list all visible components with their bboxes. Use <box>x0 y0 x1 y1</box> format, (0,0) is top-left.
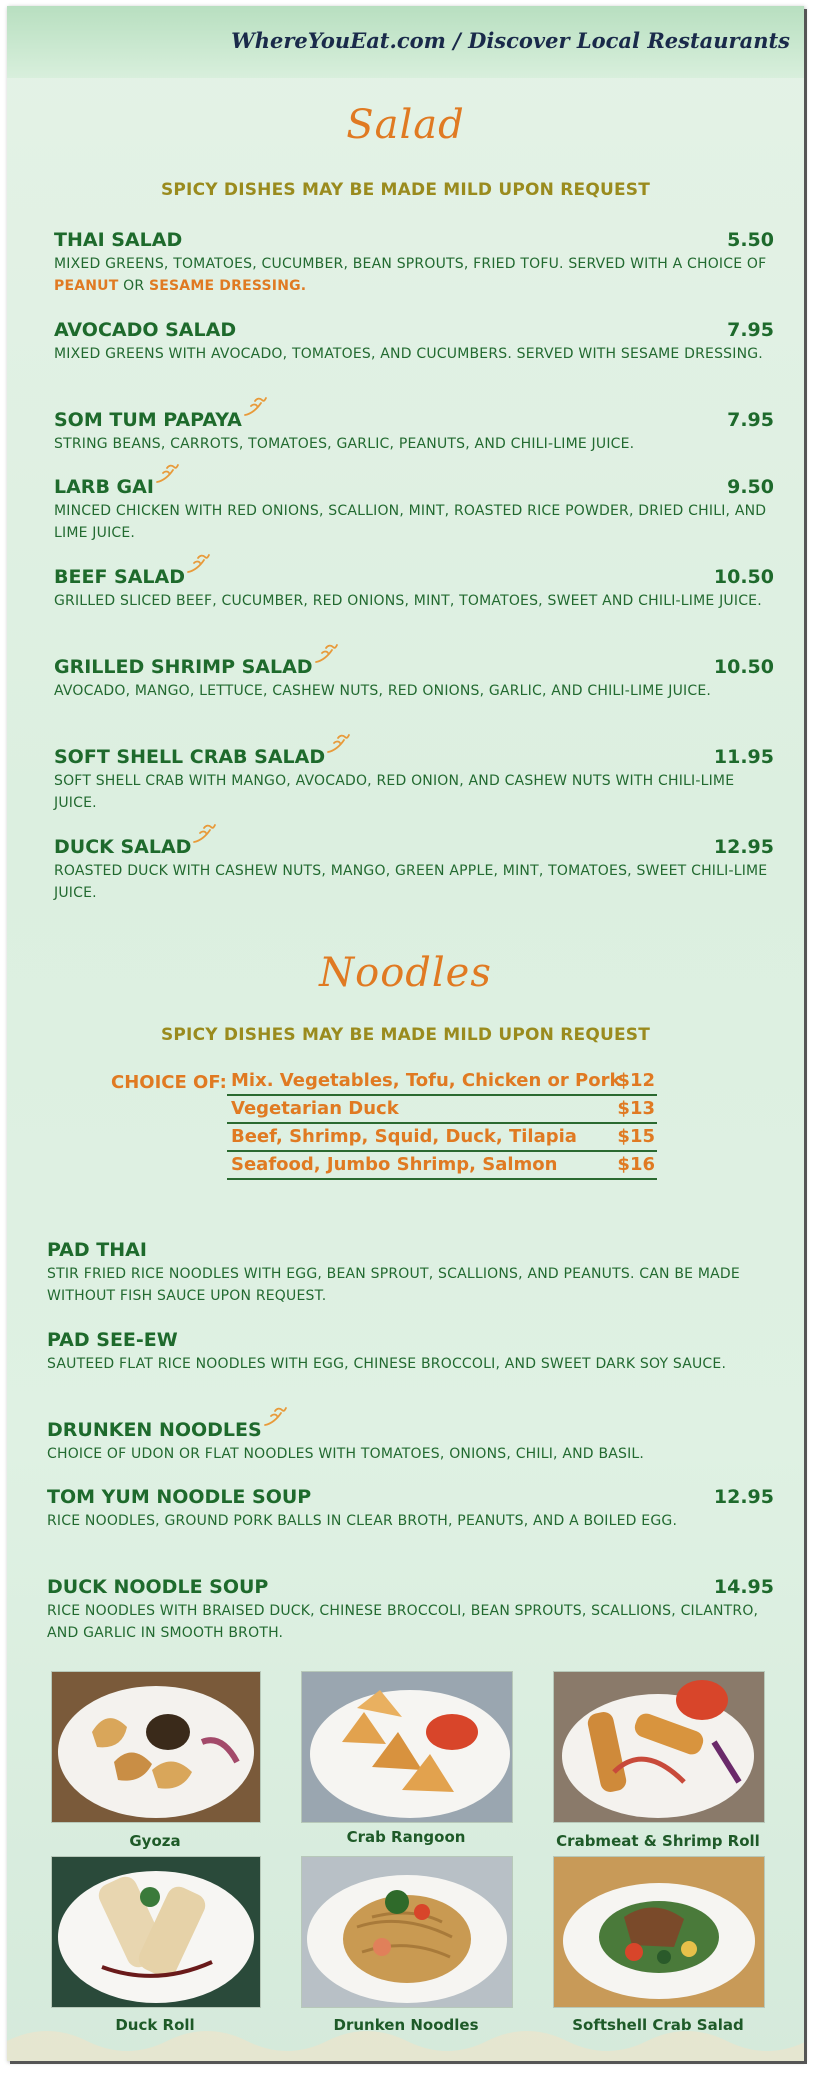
item-price: 10.50 <box>713 656 774 678</box>
noodles-section-title: Noodles <box>319 950 492 996</box>
item-name: DUCK SALAD <box>54 835 191 859</box>
chili-icon <box>154 463 180 485</box>
item-price: 12.95 <box>713 836 774 858</box>
choice-option: Beef, Shrimp, Squid, Duck, Tilapia <box>231 1126 577 1147</box>
chili-icon <box>191 823 217 845</box>
item-description: CHOICE OF UDON OR FLAT NOODLES WITH TOMATOES, ONIONS, CHILI, AND BASIL. <box>47 1446 645 1462</box>
item-price: 12.95 <box>713 1486 774 1508</box>
noodles-spicy-note: SPICY DISHES MAY BE MADE MILD UPON REQUEST <box>160 1025 651 1045</box>
photo-caption: Crab Rangoon <box>346 1828 466 1846</box>
item-description: RICE NOODLES WITH BRAISED DUCK, CHINESE BROCCOLI, BEAN SPROUTS, SCALLIONS, CILANTRO, AND GARLIC IN SMOOTH BROTH. <box>47 1603 759 1641</box>
photo-caption: Drunken Noodles <box>333 2016 479 2034</box>
item-description: STIR FRIED RICE NOODLES WITH EGG, BEAN SPROUT, SCALLIONS, AND PEANUTS. CAN BE MADE WITHOUT FISH SAUCE UPON REQUEST. <box>47 1266 740 1304</box>
item-price: 7.95 <box>727 319 774 341</box>
chili-icon <box>242 396 268 418</box>
menu-item <box>47 1418 774 1465</box>
choice-price: $12 <box>617 1070 655 1091</box>
menu-item <box>54 655 774 702</box>
item-price: 11.95 <box>713 746 774 768</box>
photo-caption: Duck Roll <box>115 2016 195 2034</box>
item-name: LARB GAI <box>54 475 154 499</box>
salad-spicy-note: SPICY DISHES MAY BE MADE MILD UPON REQUEST <box>160 180 651 200</box>
chili-icon <box>185 553 211 575</box>
item-name: SOFT SHELL CRAB SALAD <box>54 745 325 769</box>
chili-icon <box>262 1406 288 1428</box>
photo-caption: Softshell Crab Salad <box>572 2016 744 2034</box>
item-description: SOFT SHELL CRAB WITH MANGO, AVOCADO, RED ONION, AND CASHEW NUTS WITH CHILI-LIME JUICE. <box>54 773 735 811</box>
menu-item <box>54 228 774 297</box>
photo-crabmeat-shrimp-roll <box>553 1671 765 1823</box>
menu-item <box>54 835 774 904</box>
choice-row <box>227 1068 657 1096</box>
choice-price: $16 <box>617 1154 655 1175</box>
item-price: 10.50 <box>713 566 774 588</box>
item-price: 14.95 <box>713 1576 774 1598</box>
menu-page <box>7 6 804 2061</box>
choice-option: Seafood, Jumbo Shrimp, Salmon <box>231 1154 558 1175</box>
item-price: 7.95 <box>727 409 774 431</box>
decorative-wave <box>7 2021 804 2061</box>
chili-icon <box>325 733 351 755</box>
photo-duck-roll <box>51 1856 261 2008</box>
photo-drunken-noodles <box>301 1856 513 2008</box>
item-description: RICE NOODLES, GROUND PORK BALLS IN CLEAR BROTH, PEANUTS, AND A BOILED EGG. <box>47 1513 678 1529</box>
site-header[interactable]: WhereYouEat.com / Discover Local Restaurants <box>231 28 790 53</box>
item-description: AVOCADO, MANGO, LETTUCE, CASHEW NUTS, RED ONIONS, GARLIC, AND CHILI-LIME JUICE. <box>54 683 712 699</box>
item-name: BEEF SALAD <box>54 565 185 589</box>
choice-row <box>227 1152 657 1180</box>
menu-item <box>47 1238 774 1307</box>
menu-item <box>54 408 774 455</box>
photo-crab-rangoon <box>301 1671 513 1823</box>
menu-item <box>47 1328 774 1375</box>
menu-item <box>54 475 774 544</box>
photo-caption: Gyoza <box>129 1832 181 1850</box>
choice-option: Mix. Vegetables, Tofu, Chicken or Pork <box>231 1070 622 1091</box>
menu-item <box>54 745 774 814</box>
item-name: DRUNKEN NOODLES <box>47 1418 262 1442</box>
item-description: MIXED GREENS, TOMATOES, CUCUMBER, BEAN SPROUTS, FRIED TOFU. SERVED WITH A CHOICE OF PEANUT OR SESAME DRESSING. <box>54 256 767 294</box>
item-description: GRILLED SLICED BEEF, CUCUMBER, RED ONIONS, MINT, TOMATOES, SWEET AND CHILI-LIME JUICE. <box>54 593 762 609</box>
item-name: PAD SEE-EW <box>47 1329 178 1351</box>
item-price: 5.50 <box>727 229 774 251</box>
item-name: DUCK NOODLE SOUP <box>47 1576 269 1598</box>
item-description: ROASTED DUCK WITH CASHEW NUTS, MANGO, GREEN APPLE, MINT, TOMATOES, SWEET CHILI-LIME JUICE. <box>54 863 768 901</box>
item-name: AVOCADO SALAD <box>54 319 237 341</box>
item-description: SAUTEED FLAT RICE NOODLES WITH EGG, CHINESE BROCCOLI, AND SWEET DARK SOY SAUCE. <box>47 1356 727 1372</box>
item-name: TOM YUM NOODLE SOUP <box>47 1486 312 1508</box>
choice-label: CHOICE OF: <box>111 1072 227 1093</box>
menu-item <box>47 1575 774 1644</box>
item-price: 9.50 <box>727 476 774 498</box>
menu-item <box>47 1485 774 1532</box>
photo-caption: Crabmeat & Shrimp Roll <box>556 1832 760 1850</box>
photo-gyoza <box>51 1671 261 1823</box>
item-name: PAD THAI <box>47 1239 147 1261</box>
item-description: MINCED CHICKEN WITH RED ONIONS, SCALLION, MINT, ROASTED RICE POWDER, DRIED CHILI, AND LIME JUICE. <box>54 503 767 541</box>
choice-price: $13 <box>617 1098 655 1119</box>
salad-section-title: Salad <box>346 102 465 148</box>
choice-option: Vegetarian Duck <box>231 1098 399 1119</box>
choice-price: $15 <box>617 1126 655 1147</box>
item-description: STRING BEANS, CARROTS, TOMATOES, GARLIC, PEANUTS, AND CHILI-LIME JUICE. <box>54 436 635 452</box>
choice-row <box>227 1124 657 1152</box>
photo-softshell-crab-salad <box>553 1856 765 2008</box>
item-name: THAI SALAD <box>54 229 183 251</box>
chili-icon <box>313 643 339 665</box>
menu-item <box>54 318 774 365</box>
choice-row <box>227 1096 657 1124</box>
item-name: SOM TUM PAPAYA <box>54 408 242 432</box>
menu-item <box>54 565 774 612</box>
item-description: MIXED GREENS WITH AVOCADO, TOMATOES, AND CUCUMBERS. SERVED WITH SESAME DRESSING. <box>54 346 763 362</box>
item-name: GRILLED SHRIMP SALAD <box>54 655 313 679</box>
